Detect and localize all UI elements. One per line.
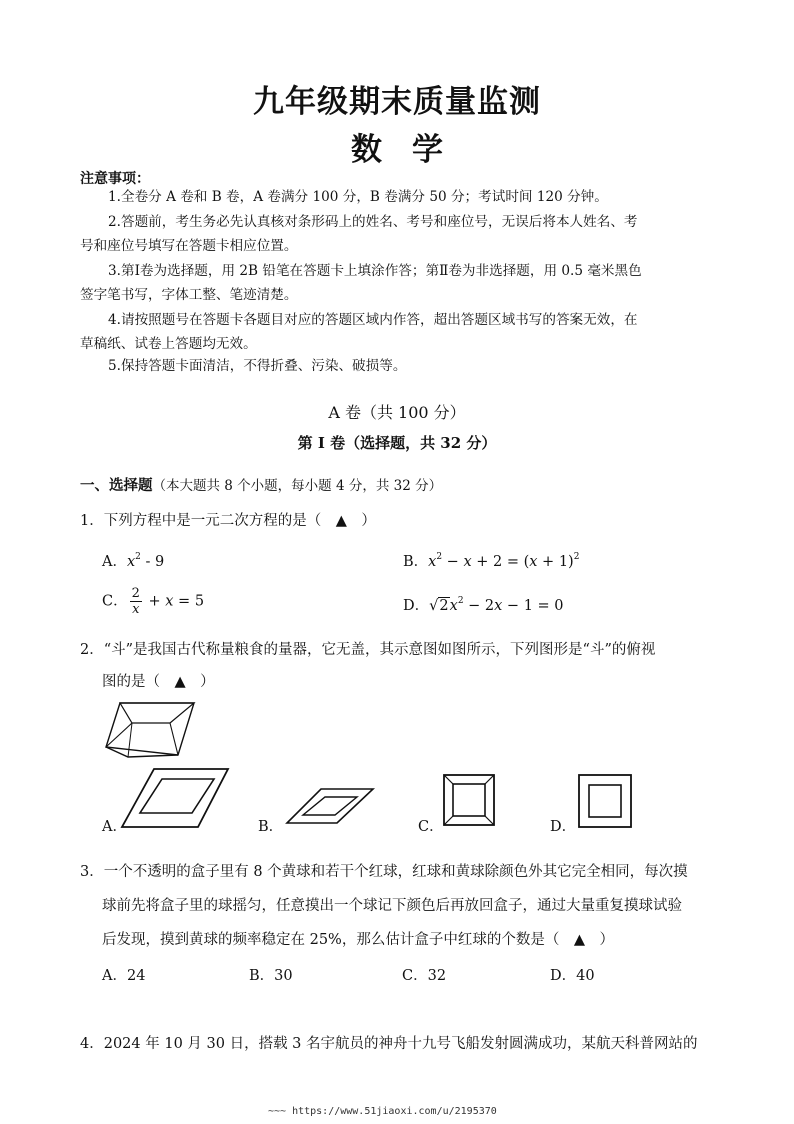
q2-a-label: A．	[102, 819, 127, 835]
q1-stem: 1．下列方程中是一元二次方程的是（ ▲ ）	[80, 513, 376, 529]
q2-stem-line2: 图的是（ ▲ ）	[102, 674, 215, 690]
part-one-heading: 第 I 卷（选择题，共 32 分）	[297, 434, 497, 452]
footer-url[interactable]: ~~~ https://www.51jiaoxi.com/u/2195370	[268, 1106, 497, 1117]
notice-item-2-cont: 号和座位号填写在答题卡相应位置。	[80, 238, 298, 254]
q3-stem-line1: 3．一个不透明的盒子里有 8 个黄球和若干个红球，红球和黄球除颜色外其它完全相同，每次摸	[80, 864, 688, 880]
q4-stem-line1: 4．2024 年 10 月 30 日，搭载 3 名宇航员的神舟十九号飞船发射圆满成功，某航天科普网站的	[80, 1036, 698, 1052]
q3-stem-line2: 球前先将盒子里的球摇匀，任意摸出一个球记下颜色后再放回盒子，通过大量重复摸球试验	[102, 898, 682, 914]
q3-option-a: A．24	[102, 968, 146, 984]
notice-item-4-cont: 草稿纸、试卷上答题均无效。	[80, 336, 257, 352]
q1-option-d: D．$√2x^2 - 2x - 1 = 0$	[403, 596, 564, 614]
q3-stem-line3: 后发现，摸到黄球的频率稳定在 25%，那么估计盒子中红球的个数是（ ▲ ）	[102, 932, 614, 948]
q1-a-label: A．	[102, 554, 127, 570]
page-title: 九年级期末质量监测	[253, 84, 541, 120]
notice-heading: 注意事项：	[80, 171, 150, 187]
notice-item-2: 2.答题前，考生务必先认真核对条形码上的姓名、考号和座位号，无误后将本人姓名、考	[108, 214, 638, 230]
q3-option-c: C．32	[402, 968, 447, 984]
notice-item-3: 3.第Ⅰ卷为选择题，用 2B 铅笔在答题卡上填涂作答；第Ⅱ卷为非选择题，用 0.5 毫米黑色	[108, 263, 642, 279]
q1-option-c: C． $\frac{2}{x}$ + x = 5	[102, 586, 205, 617]
q2-d-label: D．	[550, 819, 577, 835]
q1-d-label: D．	[403, 598, 430, 614]
q2-c-label: C．	[418, 819, 444, 835]
notice-item-3-cont: 签字笔书写，字体工整、笔迹清楚。	[80, 287, 298, 303]
q1-option-b: B．$x^2 - x + 2 = (x + 1)^2$	[403, 552, 580, 570]
choice-section-title: 一、选择题	[80, 477, 153, 494]
dou-measure-figure	[98, 695, 198, 765]
q3-option-b: B．30	[249, 968, 293, 984]
q1-c-label: C．	[102, 593, 128, 610]
q2-option-a-figure	[120, 767, 230, 829]
choice-section-note: （本大题共 8 个小题，每小题 4 分，共 32 分）	[152, 478, 443, 494]
choice-section-heading	[80, 474, 442, 495]
q2-stem-line1: 2．“斗”是我国古代称量粮食的量器，它无盖，其示意图如图所示，下列图形是“斗”的俯视	[80, 642, 656, 658]
notice-item-5: 5.保持答题卡面清洁，不得折叠、污染、破损等。	[108, 358, 407, 374]
q2-option-c-figure	[443, 774, 495, 826]
q3-option-d: D．40	[550, 968, 595, 984]
q2-option-b-figure	[285, 787, 375, 827]
subject-title: 数学	[351, 132, 473, 168]
q2-option-d-figure	[578, 774, 632, 828]
q1-b-label: B．	[403, 554, 429, 570]
volume-a-heading: A 卷（共 100 分）	[328, 403, 466, 422]
q2-b-label: B．	[258, 819, 284, 835]
notice-item-1: 1.全卷分 A 卷和 B 卷，A 卷满分 100 分，B 卷满分 50 分；考试时间 120 分钟。	[108, 189, 608, 205]
q1-option-a: A．$x^2 - 9$	[102, 552, 165, 570]
notice-item-4: 4.请按照题号在答题卡各题目对应的答题区域内作答，超出答题区域书写的答案无效，在	[108, 312, 638, 328]
